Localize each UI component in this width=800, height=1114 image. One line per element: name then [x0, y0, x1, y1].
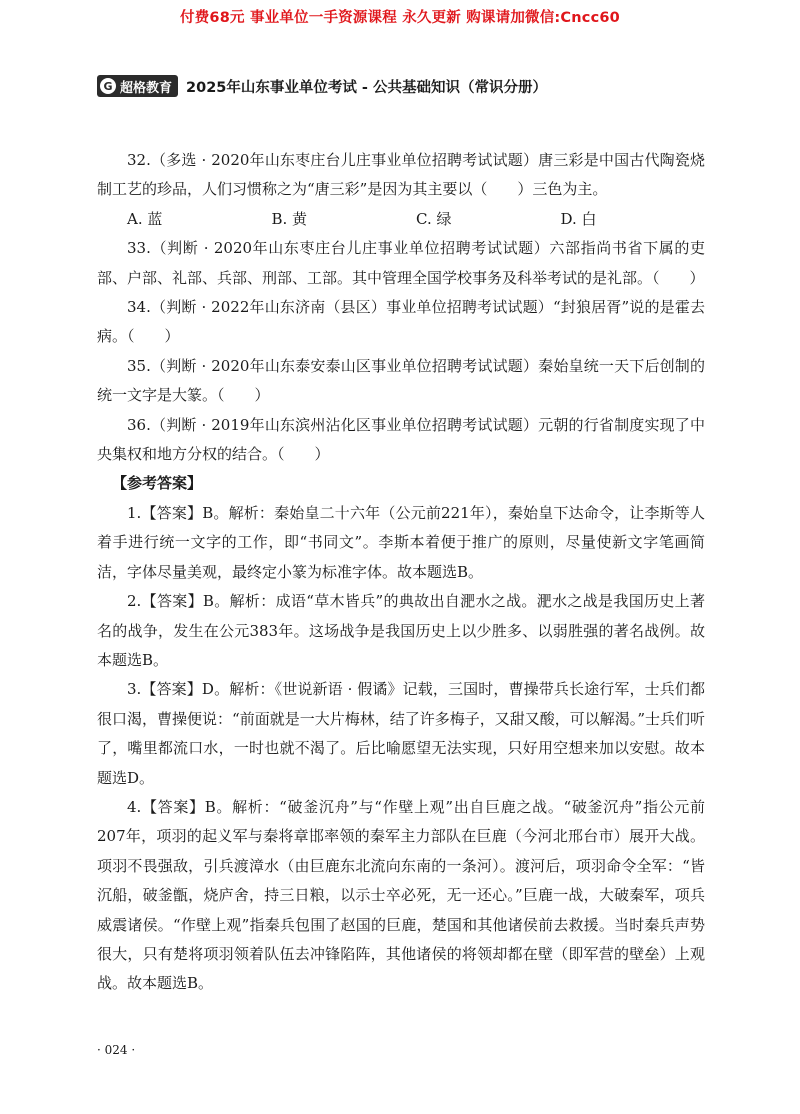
book-title: 2025年山东事业单位考试 - 公共基础知识（常识分册）	[186, 79, 547, 96]
option-d: D. 白	[560, 209, 597, 228]
option-a: A. 蓝	[127, 209, 163, 228]
page-header	[97, 75, 547, 97]
question-32: 32.（多选 · 2020年山东枣庄台儿庄事业单位招聘考试试题）唐三彩是中国古代陶瓷烧制工艺的珍品，人们习惯称之为“唐三彩”是因为其主要以（ ）三色为主。	[97, 151, 705, 199]
ad-banner: 付费68元 事业单位一手资源课程 永久更新 购课请加微信:Cncc60	[180, 10, 620, 26]
question-34: 34.（判断 · 2022年山东济南（县区）事业单位招聘考试试题）“封狼居胥”说的是霍去病。（ ）	[97, 298, 705, 346]
answer-2: 2.【答案】B。解析：成语“草木皆兵”的典故出自淝水之战。淝水之战是我国历史上著名的战争，发生在公元383年。这场战争是我国历史上以少胜多、以弱胜强的著名战例。故本题选B。	[97, 592, 705, 669]
question-33: 33.（判断 · 2020年山东枣庄台儿庄事业单位招聘考试试题）六部指尚书省下属的吏部、户部、礼部、兵部、刑部、工部。其中管理全国学校事务及科举考试的是礼部。（ ）	[97, 239, 705, 287]
publisher-logo	[97, 75, 178, 97]
option-b: B. 黄	[271, 209, 308, 228]
question-32-options	[97, 205, 705, 234]
page-content	[97, 146, 705, 999]
logo-mark-icon: G	[100, 78, 116, 94]
logo-text: 超格教育	[120, 80, 173, 96]
option-c: C. 绿	[416, 209, 452, 228]
question-36: 36.（判断 · 2019年山东滨州沾化区事业单位招聘考试试题）元朝的行省制度实现了中央集权和地方分权的结合。（ ）	[97, 415, 705, 464]
answer-1: 1.【答案】B。解析：秦始皇二十六年（公元前221年），秦始皇下达命令，让李斯等人着手进行统一文字的工作，即“书同文”。李斯本着便于推广的原则，尽量使新文字笔画简洁，字体尽量美观，最终定小篆为标准字体。故本题选B。	[97, 503, 705, 581]
answer-3: 3.【答案】D。解析：《世说新语 · 假谲》记载，三国时，曹操带兵长途行军，士兵们都很口渴，曹操便说：“前面就是一大片梅林，结了许多梅子，又甜又酸，可以解渴。”士兵们听了，嘴里都流口水，一时也就不渴了。后比喻愿望无法实现，只好用空想来加以安慰。故本题选D。	[97, 680, 705, 787]
page-number: · 024 ·	[97, 1043, 136, 1057]
answer-4: 4.【答案】B。解析：“破釜沉舟”与“作壁上观”出自巨鹿之战。“破釜沉舟”指公元前207年，项羽的起义军与秦将章邯率领的秦军主力部队在巨鹿（今河北邢台市）展开大战。项羽不畏强敌，引兵渡漳水（由巨鹿东北流向东南的一条河）。渡河后，项羽命令全军：“皆沉船，破釜甑，烧庐舍，持三日粮，以示士卒必死，无一还心。”巨鹿一战，大破秦军，项兵威震诸侯。“作壁上观”指秦兵包围了赵国的巨鹿，楚国和其他诸侯前去救援。当时秦兵声势很大，只有楚将项羽领着队伍去冲锋陷阵，其他诸侯的将领却都在壁（即军营的壁垒）上观战。故本题选B。	[97, 797, 705, 993]
answers-heading: 【参考答案】	[112, 474, 203, 493]
question-35: 35.（判断 · 2020年山东泰安泰山区事业单位招聘考试试题）秦始皇统一天下后创制的统一文字是大篆。（ ）	[97, 356, 705, 405]
